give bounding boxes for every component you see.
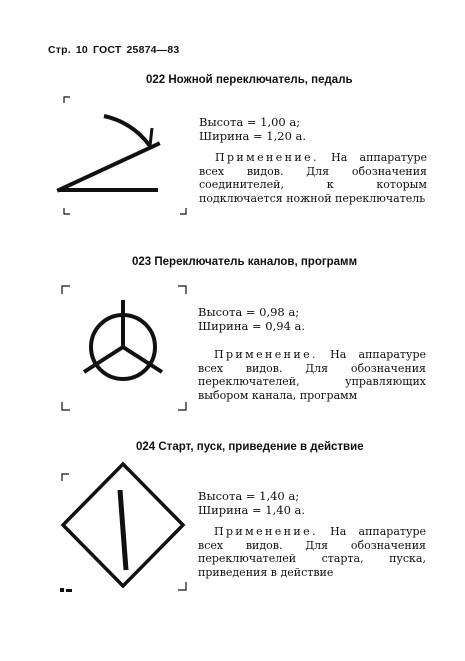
section-024-dims (198, 489, 305, 517)
start-icon (63, 464, 183, 586)
usage-text: На аппаратуре всех видов. Для обозначения соединителей, к которым подключается ножной переключатель (199, 151, 427, 205)
width-value: Ширина = 1,40 а. (198, 503, 306, 517)
usage-label: Применение. (214, 525, 318, 538)
width-value: Ширина = 0,94 а. (198, 319, 306, 333)
usage-label: Применение. (215, 151, 319, 164)
section-024-usage (198, 525, 426, 579)
usage-text: На аппаратуре всех видов. Для обозначения переключателей, управляющих выбором канала, программ (198, 348, 426, 402)
section-024-title: 024 Старт, пуск, приведение в действие (136, 441, 364, 453)
usage-label: Применение. (214, 348, 318, 361)
width-value: Ширина = 1,20 а. (199, 129, 307, 143)
usage-text: На аппаратуре всех видов. Для обозначения переключателей старта, пуска, приведения в действие (198, 525, 426, 579)
height-value: Высота = 1,40 а; (198, 489, 300, 503)
page-number: 10 (75, 44, 88, 56)
standard-number: 25874—83 (126, 44, 180, 56)
section-023-title: 023 Переключатель каналов, программ (132, 256, 358, 268)
page-label: Стр. (48, 44, 71, 56)
height-value: Высота = 0,98 а; (198, 305, 300, 319)
height-value: Высота = 1,00 а; (199, 115, 301, 129)
section-022-title: 022 Ножной переключатель, педаль (146, 74, 353, 86)
print-mark (60, 588, 72, 592)
standard-label: ГОСТ (92, 44, 122, 56)
